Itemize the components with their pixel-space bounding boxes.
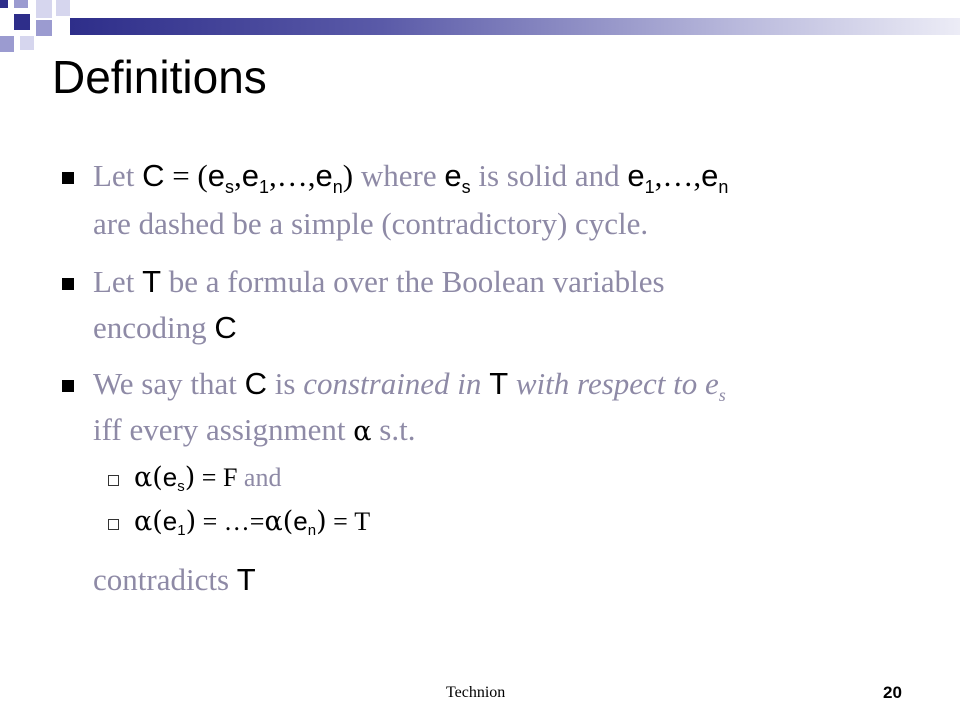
sub-bullet-marker [108, 475, 119, 486]
bullet-marker [62, 380, 74, 392]
bullet-3-line-1: We say that C is constrained in T with respect to $e_s$ [93, 366, 726, 405]
header-bar [70, 18, 960, 35]
subitem-1: α(es) = F and [134, 462, 282, 495]
bullet-2-line-1: Let T be a formula over the Boolean variables [93, 264, 665, 299]
bullet-1-line-2: are dashed be a simple (contradictory) cycle. [93, 206, 649, 241]
page-number: 20 [883, 683, 902, 702]
bullet-marker [62, 278, 74, 290]
slide-title: Definitions [52, 51, 267, 103]
decor-square [14, 0, 28, 8]
decor-square [14, 14, 30, 30]
bullet-2-line-2: encoding C [93, 310, 237, 345]
decor-square [36, 0, 52, 18]
decor-square [0, 36, 14, 52]
subitem-2: α(e1) = …=α(en) = T [134, 506, 371, 539]
footer-label: Technion [446, 684, 506, 701]
decor-square [0, 0, 8, 8]
decor-square [56, 0, 70, 16]
conclusion-line: contradicts T [93, 562, 256, 597]
bullet-1-line-1: Let $C = (e_s,e_1,\dots,e_n)$ where $e_s$ is solid and $e_1,\dots,e_n$ [93, 158, 729, 197]
bullet-3-line-2: iff every assignment α s.t. [93, 412, 416, 447]
bullet-marker [62, 172, 74, 184]
decor-square [36, 20, 52, 36]
decor-square [20, 36, 34, 50]
sub-bullet-marker [108, 519, 119, 530]
